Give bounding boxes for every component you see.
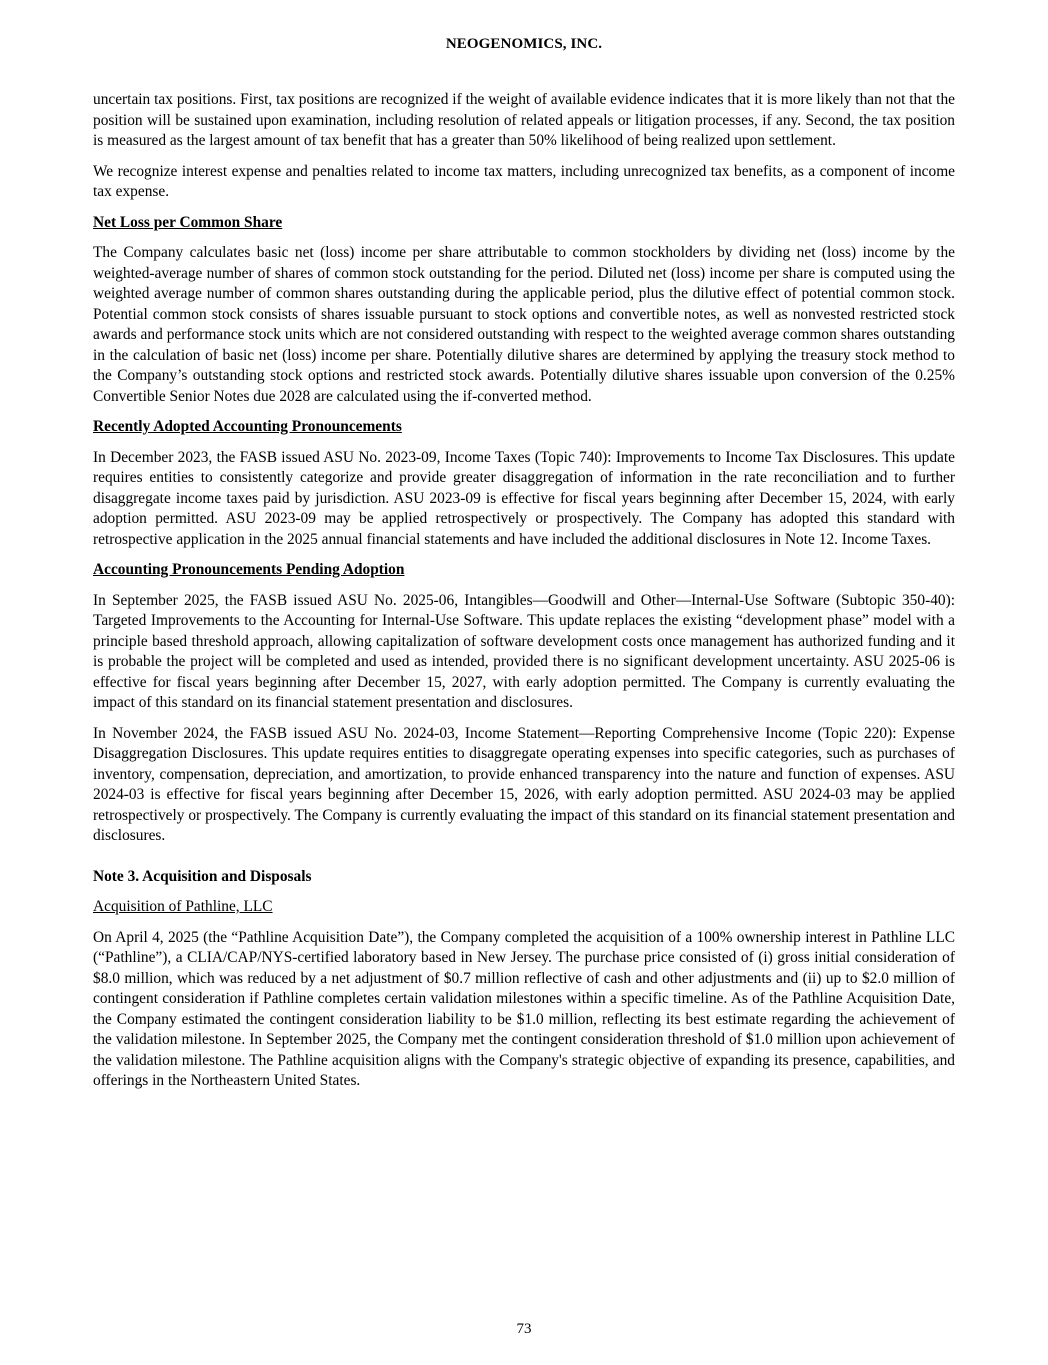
heading-acquisition-pathline: Acquisition of Pathline, LLC bbox=[93, 898, 273, 915]
paragraph-uncertain-tax-positions: uncertain tax positions. First, tax positions are recognized if the weight of available evidence indicates that it is more likely than not that the position will be sustained upon examination, including resolution of related appeals or litigation processes, if any. Second, the tax position is measured as the largest amount of tax benefit that has a greater than 50% likelihood of being realized upon settlement. bbox=[93, 91, 955, 149]
paragraph-pending-asu-2025-06: In September 2025, the FASB issued ASU No. 2025-06, Intangibles—Goodwill and Other—Internal-Use Software (Subtopic 350-40): Targeted Improvements to the Accounting for Internal-Use Software. This update replaces the existing “development phase” model with a principle based threshold approach, allowing capitalization of software development costs once management has authorized funding and it is probable the project will be completed and used as intended, provided there is no significant development uncertainty. ASU 2025-06 is effective for fiscal years beginning after December 15, 2027, with early adoption permitted. The Company is currently evaluating the impact of this standard on its financial statement presentation and disclosures. bbox=[93, 591, 955, 711]
document-page bbox=[93, 34, 955, 1102]
paragraph-interest-penalties: We recognize interest expense and penalties related to income tax matters, including unrecognized tax benefits, as a component of income tax expense. bbox=[93, 162, 955, 200]
heading-recently-adopted: Recently Adopted Accounting Pronouncements bbox=[93, 418, 402, 435]
paragraph-recently-adopted: In December 2023, the FASB issued ASU No. 2023-09, Income Taxes (Topic 740): Improvements to Income Tax Disclosures. This update requires entities to consistently categorize and provide greater disaggregation of information in the rate reconciliation and to further disaggregate income taxes paid by jurisdiction. ASU 2023-09 is effective for fiscal years beginning after December 15, 2024, with early adoption permitted. ASU 2023-09 may be applied retrospectively or prospectively. The Company has adopted this standard with retrospective application in the 2025 annual financial statements and have included the additional disclosures in Note 12. Income Taxes. bbox=[93, 448, 955, 548]
heading-pending-adoption: Accounting Pronouncements Pending Adoption bbox=[93, 561, 405, 578]
paragraph-net-loss-per-share: The Company calculates basic net (loss) income per share attributable to common stockholders by dividing net (loss) income by the weighted-average number of shares of common stock outstanding for the period. Diluted net (loss) income per share is computed using the weighted average number of common shares outstanding during the applicable period, plus the dilutive effect of potential common stock. Potential common stock consists of shares issuable pursuant to stock options and convertible notes, as well as nonvested restricted stock awards and performance stock units which are not considered outstanding with respect to the weighted average common shares outstanding in the calculation of basic net (loss) income per share. Potentially dilutive shares are determined by applying the treasury stock method to the Company’s outstanding stock options and restricted stock awards. Potentially dilutive shares issuable upon conversion of the 0.25% Convertible Senior Notes due 2028 are calculated using the if-converted method. bbox=[93, 244, 955, 405]
heading-net-loss-per-share: Net Loss per Common Share bbox=[93, 213, 283, 231]
paragraph-pathline-acquisition: On April 4, 2025 (the “Pathline Acquisition Date”), the Company completed the acquisition of a 100% ownership interest in Pathline LLC (“Pathline”), a CLIA/CAP/NYS-certified laboratory based in New Jersey. The purchase price consisted of (i) gross initial consideration of $8.0 million, which was reduced by a net adjustment of $0.7 million reflective of cash and other adjustments and (ii) up to $2.0 million of contingent consideration if Pathline completes certain validation milestones within a specific timeline. As of the Pathline Acquisition Date, the Company estimated the contingent consideration liability to be $1.0 million, reflecting its best estimate regarding the achievement of the validation milestone. In September 2025, the Company met the contingent consideration threshold of $1.0 million upon achievement of the validation milestone. The Pathline acquisition aligns with the Company's strategic objective of expanding its presence, capabilities, and offerings in the Northeastern United States. bbox=[93, 928, 955, 1089]
page-number: 73 bbox=[516, 1321, 532, 1337]
company-header: NEOGENOMICS, INC. bbox=[445, 36, 603, 52]
heading-note-3: Note 3. Acquisition and Disposals bbox=[93, 867, 312, 885]
paragraph-pending-asu-2024-03: In November 2024, the FASB issued ASU No. 2024-03, Income Statement—Reporting Comprehensive Income (Topic 220): Expense Disaggregation Disclosures. This update requires entities to disaggregate operating expenses into specific categories, such as purchases of inventory, compensation, depreciation, and amortization, to provide enhanced transparency into the nature and function of expenses. ASU 2024-03 is effective for fiscal years beginning after December 15, 2026, with early adoption permitted. ASU 2024-03 may be applied retrospectively or prospectively. The Company is currently evaluating the impact of this standard on its financial statement presentation and disclosures. bbox=[93, 724, 955, 844]
